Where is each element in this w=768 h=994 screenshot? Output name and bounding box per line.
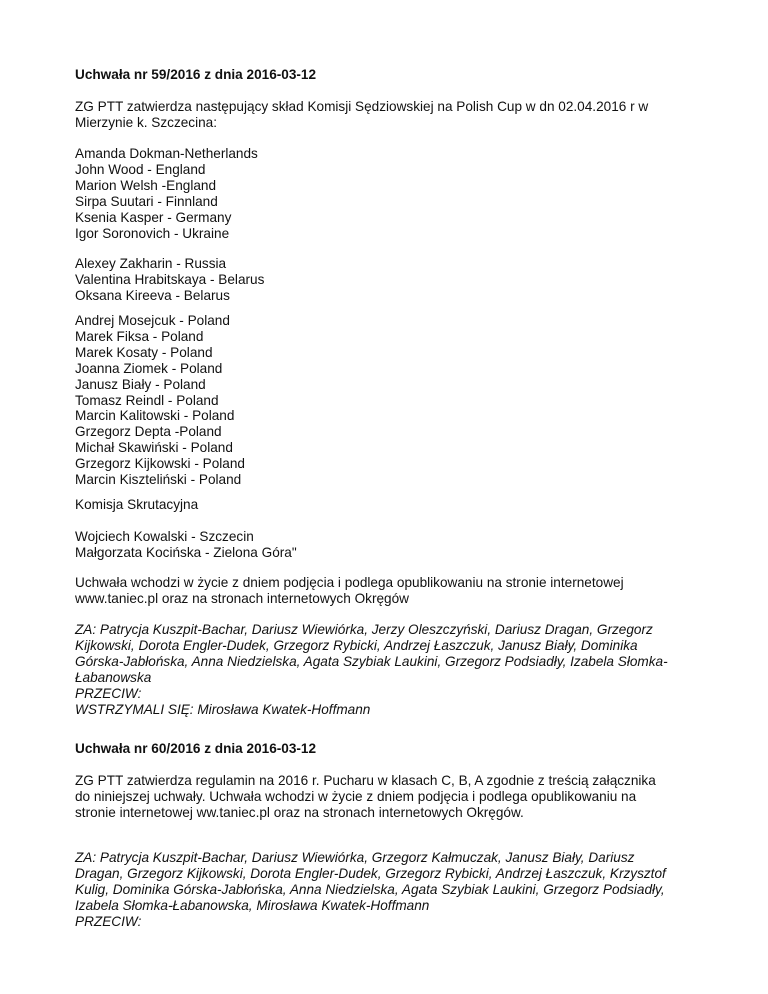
- judges-group-3: [75, 313, 695, 488]
- text-line: stronie internetowej ww.taniec.pl oraz na stronach internetowych Okręgów.: [75, 804, 524, 820]
- list-item: Marcin Kiszteliński - Poland: [75, 472, 242, 488]
- text-line: ZA: Patrycja Kuszpit-Bachar, Dariusz Wiewiórka, Jerzy Oleszczyński, Dariusz Dragan, Grzegorz: [75, 622, 653, 637]
- text-line: Dragan, Grzegorz Kijkowski, Dorota Engler-Dudek, Grzegorz Rybicki, Andrzej Łaszczuk, Krzysztof: [75, 865, 666, 881]
- text-line: ZG PTT zatwierdza następujący skład Komisji Sędziowskiej na Polish Cup w dn 02.04.2016 r w: [75, 99, 649, 114]
- text-line: Górska-Jabłońska, Anna Niedzielska, Agata Szybiak Laukini, Grzegorz Podsiadły, Izabela Słomka-: [75, 653, 668, 669]
- list-item: John Wood - England: [75, 161, 206, 177]
- list-item: Oksana Kireeva - Belarus: [75, 287, 230, 303]
- list-item: Janusz Biały - Poland: [75, 376, 206, 392]
- list-item: Valentina Hrabitskaya - Belarus: [75, 271, 265, 287]
- resolution-59-votes: [75, 622, 695, 717]
- resolution-60-body: [75, 773, 695, 821]
- text-line: Kulig, Dominika Górska-Jabłońska, Anna Niedzielska, Agata Szybiak Laukini, Grzegorz Podsiadły,: [75, 881, 665, 897]
- list-item: Ksenia Kasper - Germany: [75, 209, 232, 225]
- resolution-60-heading: Uchwała nr 60/2016 z dnia 2016-03-12: [75, 741, 317, 756]
- text-line: Mierzynie k. Szczecina:: [75, 114, 218, 130]
- text-line: ZG PTT zatwierdza regulamin na 2016 r. Pucharu w klasach C, B, A zgodnie z treścią załącznika: [75, 773, 656, 788]
- text-line: Uchwała wchodzi w życie z dniem podjęcia i podlega opublikowaniu na stronie internetowej: [75, 575, 624, 590]
- text-line: ZA: Patrycja Kuszpit-Bachar, Dariusz Wiewiórka, Grzegorz Kałmuczak, Janusz Biały, Dariusz: [75, 850, 635, 865]
- list-item: Sirpa Suutari - Finnland: [75, 193, 218, 209]
- list-item: Michał Skawiński - Poland: [75, 440, 233, 456]
- resolution-59-intro: [75, 99, 695, 131]
- list-item: Małgorzata Kocińska - Zielona Góra": [75, 544, 297, 560]
- committee-members: [75, 529, 695, 561]
- list-item: Andrej Mosejcuk - Poland: [75, 313, 230, 328]
- text-line: www.taniec.pl oraz na stronach internetowych Okręgów: [75, 590, 409, 606]
- list-item: Grzegorz Kijkowski - Poland: [75, 456, 245, 472]
- text-line: Kijkowski, Dorota Engler-Dudek, Grzegorz Rybicki, Andrzej Łaszczuk, Janusz Biały, Dominika: [75, 637, 638, 653]
- list-item: Marek Kosaty - Poland: [75, 344, 213, 360]
- resolution-60-votes: [75, 850, 695, 930]
- list-item: Joanna Ziomek - Poland: [75, 360, 223, 376]
- text-line: PRZECIW:: [75, 913, 142, 929]
- list-item: Tomasz Reindl - Poland: [75, 392, 219, 408]
- list-item: Alexey Zakharin - Russia: [75, 256, 227, 271]
- list-item: Marion Welsh -England: [75, 177, 217, 193]
- resolution-59-heading: Uchwała nr 59/2016 z dnia 2016-03-12: [75, 67, 317, 82]
- list-item: Igor Soronovich - Ukraine: [75, 225, 230, 241]
- judges-group-1: [75, 146, 695, 241]
- committee-heading: Komisja Skrutacyjna: [75, 497, 199, 512]
- text-line: Łabanowska: [75, 669, 152, 685]
- list-item: Marek Fiksa - Poland: [75, 328, 204, 344]
- list-item: Wojciech Kowalski - Szczecin: [75, 529, 254, 544]
- judges-group-2: [75, 256, 695, 304]
- text-line: do niniejszej uchwały. Uchwała wchodzi w życie z dniem podjęcia i podlega opublikowaniu na: [75, 788, 637, 804]
- list-item: Marcin Kalitowski - Poland: [75, 408, 235, 424]
- list-item: Amanda Dokman-Netherlands: [75, 146, 258, 161]
- resolution-59-effect: [75, 575, 695, 607]
- text-line: WSTRZYMALI SIĘ: Mirosława Kwatek-Hoffmann: [75, 701, 371, 717]
- text-line: Izabela Słomka-Łabanowska, Mirosława Kwatek-Hoffmann: [75, 897, 430, 913]
- list-item: Grzegorz Depta -Poland: [75, 424, 222, 440]
- text-line: PRZECIW:: [75, 685, 142, 701]
